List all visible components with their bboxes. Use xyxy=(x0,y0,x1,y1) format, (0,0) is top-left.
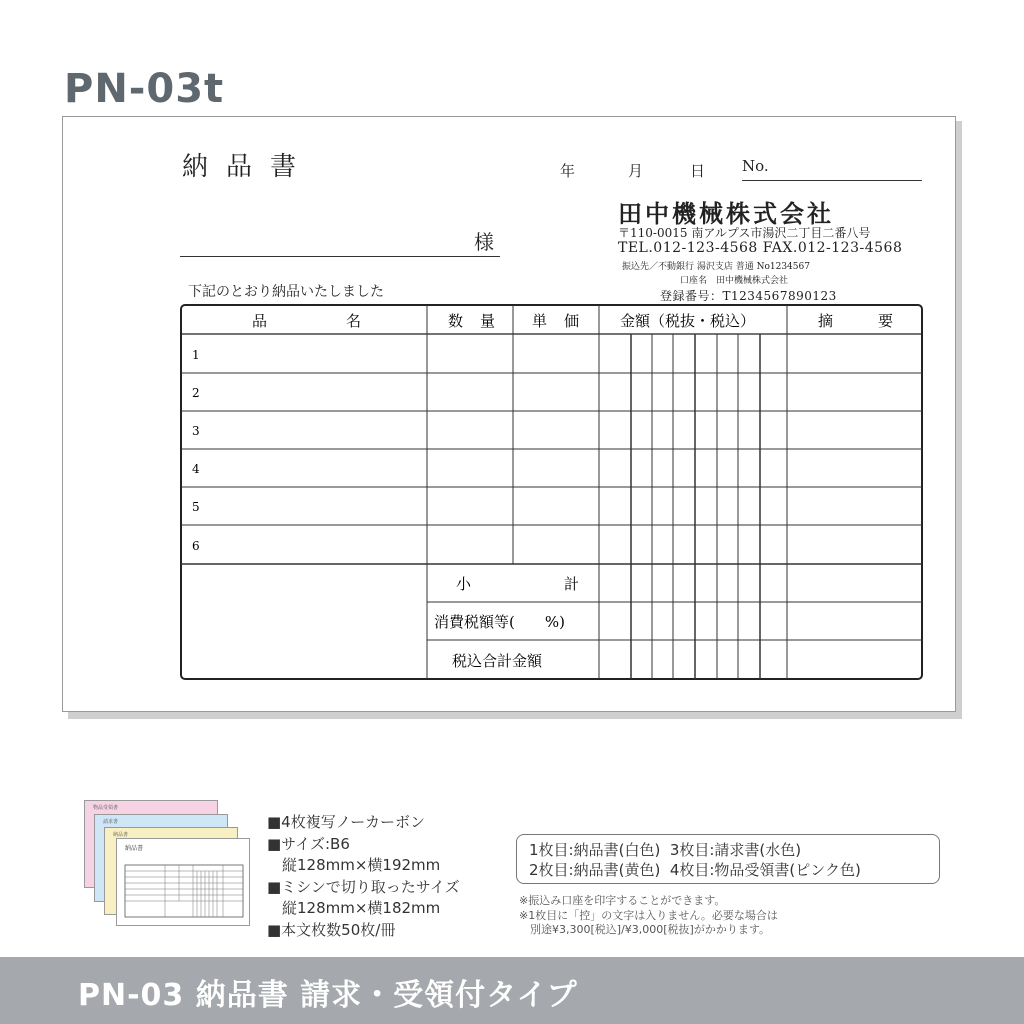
model-number: PN-03t xyxy=(64,66,225,112)
items-table xyxy=(180,304,923,680)
number-underline xyxy=(742,180,922,181)
note-line: ※振込み口座を印字することができます。 xyxy=(519,894,726,907)
subtotal-label-1: 小 xyxy=(456,575,472,593)
bank-account-name: 口座名 田中機械株式会社 xyxy=(680,276,789,286)
header-qty-1: 数 xyxy=(448,312,464,330)
total-label: 税込合計金額 xyxy=(452,652,543,670)
month-label: 月 xyxy=(628,162,644,180)
year-label: 年 xyxy=(560,162,576,180)
customer-name-line xyxy=(180,256,500,257)
header-item-1: 品 xyxy=(252,312,268,330)
product-banner-title: PN-03 納品書 請求・受領付タイプ xyxy=(78,978,578,1013)
spec-line: ■4枚複写ノーカーボン xyxy=(267,813,425,831)
thumb-label: 納品書 xyxy=(113,832,129,838)
company-address: 〒110-0015 南アルプス市湯沢二丁目二番八号 xyxy=(618,226,871,240)
row-number: 5 xyxy=(192,500,200,514)
spec-line: ■サイズ:B6 xyxy=(267,834,350,853)
header-remarks-2: 要 xyxy=(878,312,894,330)
row-number: 6 xyxy=(192,539,200,553)
delivery-statement: 下記のとおり納品いたしました xyxy=(188,284,384,300)
day-label: 日 xyxy=(690,162,706,180)
spec-line: ■本文枚数50枚/冊 xyxy=(267,920,396,939)
note-line: 別途¥3,300[税込]/¥3,000[税抜]がかかります。 xyxy=(519,923,770,936)
copies-thumbnail xyxy=(84,800,260,930)
header-amount: 金額（税抜・税込） xyxy=(620,312,756,330)
spec-line: ■ミシンで切り取ったサイズ xyxy=(267,877,460,896)
header-price-2: 価 xyxy=(564,312,580,330)
header-qty-2: 量 xyxy=(480,312,496,330)
copies-line-2: 2枚目:納品書(黄色) 4枚目:物品受領書(ピンク色) xyxy=(529,861,861,879)
thumb-label: 請求書 xyxy=(103,819,119,825)
number-label: No. xyxy=(742,157,769,175)
thumb-copy-1 xyxy=(116,838,250,926)
subtotal-label-2: 計 xyxy=(564,575,580,593)
items-table-grid xyxy=(180,304,923,680)
thumb-label: 納品書 xyxy=(125,845,144,852)
note-line: ※1枚目に「控」の文字は入りません。必要な場合は xyxy=(519,908,778,922)
registration-number: 登録番号：T1234567890123 xyxy=(660,289,837,303)
date-fields xyxy=(560,160,705,181)
row-number: 2 xyxy=(192,386,200,400)
slip-title: 納品書 xyxy=(182,152,315,182)
notes xyxy=(519,894,778,938)
spec-line: 縦128mm×横182mm xyxy=(267,899,441,917)
tax-label: 消費税額等( %) xyxy=(434,613,565,631)
customer-honorific: 様 xyxy=(474,230,494,254)
row-lines xyxy=(181,373,922,640)
thumb-label: 物品受領書 xyxy=(93,805,119,811)
header-item-2: 名 xyxy=(346,312,362,330)
spec-line: 縦128mm×横192mm xyxy=(267,856,441,874)
thumb-table-icon xyxy=(117,863,251,923)
row-number: 3 xyxy=(192,424,200,438)
row-number: 1 xyxy=(192,348,200,362)
product-specs xyxy=(267,812,460,941)
copies-info-box xyxy=(516,834,940,884)
company-name: 田中機械株式会社 xyxy=(618,199,834,228)
company-tel-fax: TEL.012-123-4568 FAX.012-123-4568 xyxy=(618,240,903,256)
header-remarks-1: 摘 xyxy=(818,312,834,330)
header-price-1: 単 xyxy=(532,312,548,330)
row-number: 4 xyxy=(192,462,200,476)
copies-line-1: 1枚目:納品書(白色) 3枚目:請求書(水色) xyxy=(529,841,802,859)
bank-info: 振込先／不動銀行 湯沢支店 普通 No1234567 xyxy=(622,262,810,272)
